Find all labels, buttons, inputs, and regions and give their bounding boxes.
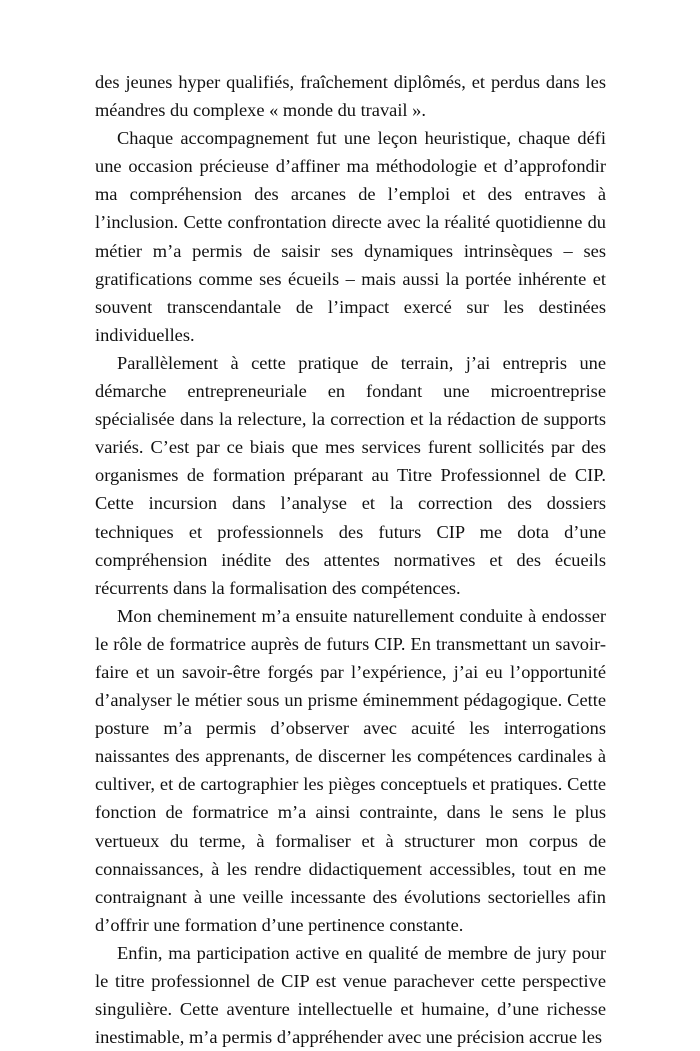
document-page — [95, 68, 606, 1051]
paragraph-continuation: des jeunes hyper qualifiés, fraîchement diplômés, et perdus dans les méandres du complexe « monde du travail ». — [95, 72, 606, 121]
paragraph-jury: Enfin, ma participation active en qualité de membre de jury pour le titre professionnel de CIP est venue parachever cette perspective singulière. Cette aventure intellectuelle et humaine, d’une richesse inestimable, m’a permis d’appréhender avec une précision accrue les — [95, 942, 606, 1048]
paragraph-formatrice: Mon cheminement m’a ensuite naturellement conduite à endosser le rôle de formatrice auprès de futurs CIP. En transmettant un savoir-faire et un savoir-être forgés par l’expérience, j’ai eu l’opportunité d’analyser le métier sous un prisme éminemment pédagogique. Cette posture m’a permis d’observer avec acuité les interrogations naissantes des apprenants, de discerner les compétences cardinales à cultiver, et de cartographier les pièges conceptuels et pratiques. Cette fonction de formatrice m’a ainsi contrainte, dans le sens le plus vertueux du terme, à formaliser et à structurer mon corpus de connaissances, à les rendre didactiquement accessibles, tout en me contraignant à une veille incessante des évolutions sectorielles afin d’offrir une formation d’une pertinence constante. — [95, 605, 606, 935]
paragraph-entrepreneuriat: Parallèlement à cette pratique de terrain, j’ai entrepris une démarche entrepreneuriale en fondant une microentreprise spécialisée dans la relecture, la correction et la rédaction de supports variés. C’est par ce biais que mes services furent sollicités par des organismes de formation préparant au Titre Professionnel de CIP. Cette incursion dans l’analyse et la correction des dossiers techniques et professionnels des futurs CIP me dota d’une compréhension inédite des attentes normatives et des écueils récurrents dans la formalisation des compétences. — [95, 352, 606, 598]
paragraph-accompagnement: Chaque accompagnement fut une leçon heuristique, chaque défi une occasion précieuse d’affiner ma méthodologie et d’approfondir ma compréhension des arcanes de l’emploi et des entraves à l’inclusion. Cette confrontation directe avec la réalité quotidienne du métier m’a permis de saisir ses dynamiques intrinsèques – ses gratifications comme ses écueils – mais aussi la portée inhérente et souvent transcendantale de l’impact exercé sur les destinées individuelles. — [95, 128, 606, 345]
